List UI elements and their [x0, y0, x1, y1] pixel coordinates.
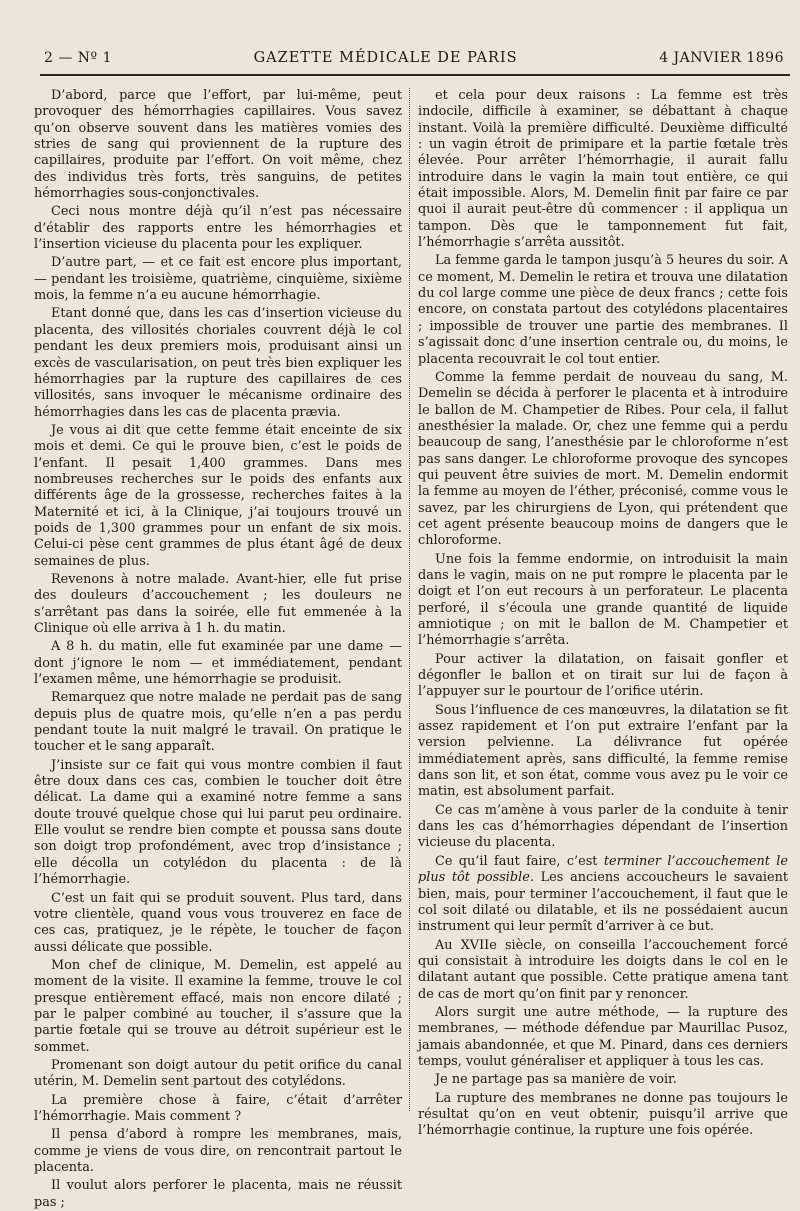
paragraph: J’insiste sur ce fait qui vous montre combien il faut être doux dans ces cas, combien le toucher doit être délicat. La dame qui a examiné notre femme a sans doute trouvé quelque chose qui lui parut peu ordinaire. Elle voulut se rendre bien compte et poussa sans doute son doigt trop profondément, avec trop d’insistance ; elle décolla un cotylédon du placenta : de là l’hémorrhagie.	[34, 757, 402, 888]
paragraph: et cela pour deux raisons : La femme est très indocile, difficile à examiner, se débattant à chaque instant. Voilà la première difficulté. Deuxième difficulté : un vagin étroit de primipare et la partie fœtale très élevée. Pour arrêter l’hémorrhagie, il aurait fallu introduire dans le vagin la main tout entière, ce qui était impossible. Alors, M. Demelin finit par faire ce par quoi il aurait peut-être dû commencer : il appliqua un tampon. Dès que le tamponnement fut fait, l’hémorrhagie s’arrêta aussitôt.	[418, 88, 788, 251]
paragraph: La première chose à faire, c’était d’arrêter l’hémorrhagie. Mais comment ?	[34, 1092, 402, 1124]
journal-title: GAZETTE MÉDICALE DE PARIS	[253, 50, 518, 66]
right-column	[418, 88, 789, 1139]
column-divider	[409, 88, 410, 1111]
paragraph: D’autre part, — et ce fait est encore plus important, — pendant les troisième, quatrième, cinquième, sixième mois, la femme n’a eu aucune hémorrhagie.	[34, 255, 402, 304]
issue-date: 4 JANVIER 1896	[659, 50, 784, 66]
paragraph: Une fois la femme endormie, on introduisit la main dans le vagin, mais on ne put rompre le placenta par le doigt et l’on eut recours à un perforateur. Le placenta perforé, il s’écoula une grande quantité de liquide amniotique ; on mit le ballon de M. Champetier et l’hémorrhagie s’arrêta.	[418, 551, 788, 649]
paragraph: Alors surgit une autre méthode, — la rupture des membranes, — méthode défendue par Maurillac Pusoz, jamais abandonnée, et que M. Pinard, dans ces derniers temps, voulut généraliser et appliquer à tous les cas.	[418, 1004, 788, 1069]
paragraph: Il pensa d’abord à rompre les membranes, mais, comme je viens de vous dire, on rencontrait partout le placenta.	[34, 1127, 402, 1175]
text-run: Ce qu’il faut faire, c’est	[435, 853, 598, 869]
paragraph: Je ne partage pas sa manière de voir.	[435, 1072, 677, 1088]
emphasis-text: terminer l’accouchement le plus tôt possible.	[418, 853, 789, 886]
paragraph: Ceci nous montre déjà qu’il n’est pas nécessaire d’établir des rapports entre les hémorrhagies et l’insertion vicieuse du placenta pour les expliquer.	[34, 204, 402, 253]
page-number: 2 — Nº 1	[44, 50, 112, 66]
paragraph: D’abord, parce que l’effort, par lui-même, peut provoquer des hémorrhagies capillaires. Vous savez qu’on observe souvent dans les matières vomies des stries de sang qui proviennent de la rupture des capillaires, produite par l’effort. On voit même, chez des individus très forts, très sanguins, de petites hémorrhagies sous-conjonctivales.	[34, 88, 402, 202]
paragraph: A 8 h. du matin, elle fut examinée par une dame — dont j’ignore le nom — et immédiatement, pendant l’examen même, une hémorrhagie se produisit.	[34, 639, 402, 688]
paragraph: Ce cas m’amène à vous parler de la conduite à tenir dans les cas d’hémorrhagies dépendant de l’insertion vicieuse du placenta.	[418, 802, 788, 851]
left-column	[34, 88, 402, 1210]
text-run: Les anciens accoucheurs le savaient bien, mais, pour terminer l’accouchement, il faut que le col soit dilaté ou dilatable, et ils ne possédaient aucun instrument qui leur permît d’arriver à ce but.	[418, 870, 788, 935]
paragraph: Au XVIIe siècle, on conseilla l’accouchement forcé qui consistait à introduire les doigts dans le col en le dilatant autant que possible. Cette pratique amena tant de cas de mort qu’on finit par y renoncer.	[418, 937, 788, 1002]
paragraph: Promenant son doigt autour du petit orifice du canal utérin, M. Demelin sent partout des cotylédons.	[34, 1057, 402, 1090]
paragraph: Comme la femme perdait de nouveau du sang, M. Demelin se décida à perforer le placenta et à introduire le ballon de M. Champetier de Ribes. Pour cela, il fallut anesthésier la malade. Or, chez une femme qui a perdu beaucoup de sang, l’anesthésie par le chloroforme n’est pas sans danger. Le chloroforme provoque des syncopes qui peuvent être suivies de mort. M. Demelin endormit la femme au moyen de l’éther, préconisé, comme vous le savez, par les chirurgiens de Lyon, qui prétendent que cet agent présente beaucoup moins de dangers que le chloroforme.	[418, 369, 788, 549]
paragraph: C’est un fait qui se produit souvent. Plus tard, dans votre clientèle, quand vous vous trouverez en face de ces cas, pratiquez, je le répète, le toucher de façon aussi délicate que possible.	[34, 890, 402, 955]
paragraph: Mon chef de clinique, M. Demelin, est appelé au moment de la visite. Il examine la femme, trouve le col presque entièrement effacé, mais non encore dilaté ; par le palper combiné au toucher, il s’assure que la partie fœtale qui se trouve au détroit supérieur est le sommet.	[34, 957, 402, 1055]
header-rule	[40, 74, 790, 76]
paragraph: Etant donné que, dans les cas d’insertion vicieuse du placenta, des villosités choriales couvrent déjà le col pendant les deux premiers mois, produisant ainsi un excès de vascularisation, on peut très bien expliquer les hémorrhagies par la rupture des capillaires de ces villosités, sans invoquer le mécanisme ordinaire des hémorrhagies dans les cas de placenta prævia.	[34, 306, 402, 420]
paragraph	[418, 854, 788, 936]
paragraph: Pour activer la dilatation, on faisait gonfler et dégonfler le ballon et on tirait sur lui de façon à l’appuyer sur le pourtour de l’orifice utérin.	[418, 651, 788, 700]
paragraph: Revenons à notre malade. Avant-hier, elle fut prise des douleurs d’accouchement ; les douleurs ne s’arrêtant pas dans la soirée, elle fut emmenée à la Clinique où elle arriva à 1 h. du matin.	[34, 571, 402, 636]
paragraph: Sous l’influence de ces manœuvres, la dilatation se fit assez rapidement et l’on put extraire l’enfant par la version pelvienne. La délivrance fut opérée immédiatement après, sans difficulté, la femme remise dans son lit, et son état, comme vous avez pu le voir ce matin, est absolument parfait.	[418, 702, 788, 800]
paragraph: Il voulut alors perforer le placenta, mais ne réussit pas ;	[34, 1178, 402, 1210]
paragraph: Je vous ai dit que cette femme était enceinte de six mois et demi. Ce qui le prouve bien, c’est le poids de l’enfant. Il pesait 1,400 grammes. Dans mes nombreuses recherches sur le poids des enfants aux différents âge de la grossesse, recherches faites à la Maternité et ici, à la Clinique, j’ai toujours trouvé un poids de 1,300 grammes pour un enfant de six mois. Celui-ci pèse cent grammes de plus étant âgé de deux semaines de plus.	[34, 422, 402, 569]
paragraph: Remarquez que notre malade ne perdait pas de sang depuis plus de quatre mois, qu’elle n’en a pas perdu pendant toute la nuit malgré le travail. On pratique le toucher et le sang apparaît.	[34, 690, 402, 755]
paragraph: La rupture des membranes ne donne pas toujours le résultat qu’on en veut obtenir, puisqu’il arrive que l’hémorrhagie continue, la rupture une fois opérée.	[418, 1090, 788, 1139]
paragraph: La femme garda le tampon jusqu’à 5 heures du soir. A ce moment, M. Demelin le retira et trouva une dilatation du col large comme une pièce de deux francs ; cette fois encore, on constata partout des cotylédons placentaires ; impossible de trouver une partie des membranes. Il s’agissait donc d’une insertion centrale ou, du moins, le placenta recouvrait le col tout entier.	[418, 253, 788, 367]
page-header	[44, 46, 784, 70]
